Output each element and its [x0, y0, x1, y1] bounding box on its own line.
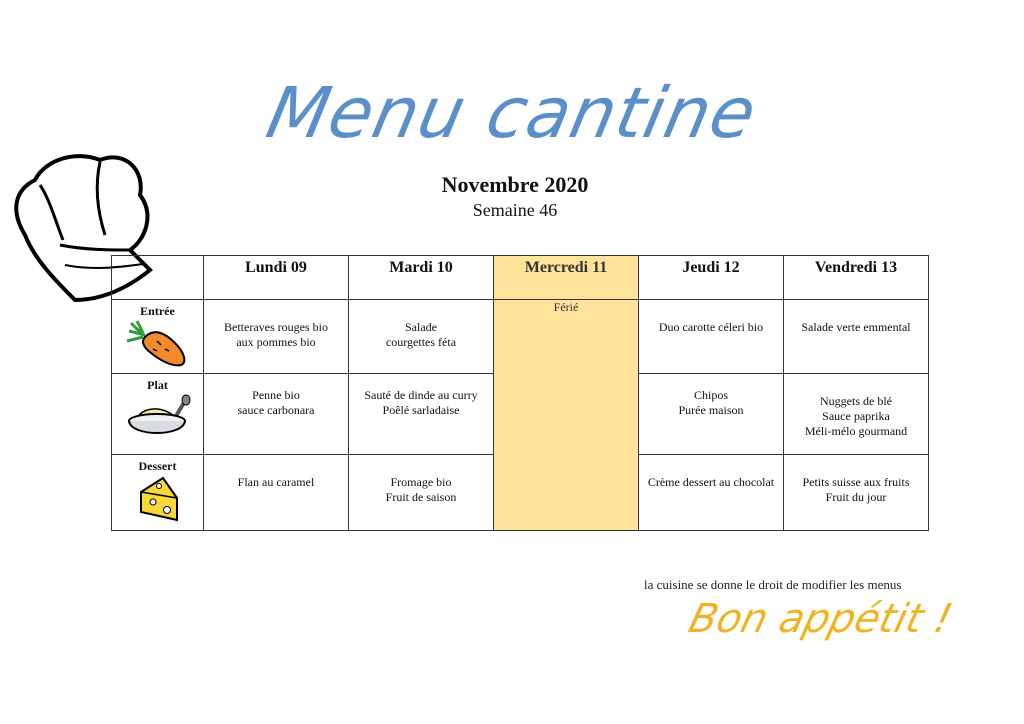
menu-cell [784, 455, 929, 531]
row-label: Plat [147, 378, 168, 392]
row-label-plat [112, 374, 204, 455]
dish: Crème dessert au chocolat [647, 475, 775, 489]
dish: Betteraves rouges bio aux pommes bio [224, 320, 328, 349]
menu-cell [204, 455, 349, 531]
menu-cell [204, 374, 349, 455]
disclaimer-note: la cuisine se donne le droit de modifier les menus [644, 577, 902, 592]
menu-cell [349, 374, 494, 455]
dish: Fromage bio Fruit de saison [385, 475, 457, 504]
row-label-dessert [112, 455, 204, 531]
dish: Nuggets de blé Sauce paprika Méli-mélo gourmand [804, 394, 908, 438]
menu-cell [639, 300, 784, 374]
holiday-label: Férié [553, 300, 579, 314]
row-label-entree [112, 300, 204, 374]
signoff-text: Bon appétit ! [684, 596, 957, 642]
header-row [112, 256, 929, 300]
menu-week: Semaine 46 [472, 200, 558, 220]
dish: Petits suisse aux fruits Fruit du jour [802, 475, 910, 504]
table-row [112, 300, 929, 374]
menu-cell [349, 455, 494, 531]
menu-month: Novembre 2020 [441, 172, 589, 197]
day-header: Mercredi 11 [494, 256, 639, 300]
page-title: Menu cantine [260, 72, 764, 154]
corner-cell [112, 256, 204, 300]
dish: Sauté de dinde au curry Poêlé sarladaise [364, 388, 478, 417]
mashed-potato-bowl-icon [123, 393, 193, 445]
dish: Salade verte emmental [801, 320, 911, 334]
menu-cell [639, 374, 784, 455]
dish: Salade courgettes féta [385, 320, 457, 349]
menu-table [111, 255, 929, 531]
day-header: Lundi 09 [204, 256, 349, 300]
menu-cell [349, 300, 494, 374]
day-header: Vendredi 13 [784, 256, 929, 300]
menu-cell [784, 300, 929, 374]
dish: Duo carotte céleri bio [658, 320, 764, 334]
carrot-icon [123, 319, 193, 369]
menu-cell [639, 455, 784, 531]
row-label: Entrée [140, 304, 175, 318]
menu-cell [784, 374, 929, 455]
holiday-cell [494, 300, 639, 531]
cheese-icon [133, 474, 183, 526]
row-label: Dessert [138, 459, 177, 473]
menu-cell [204, 300, 349, 374]
dish: Chipos Purée maison [678, 388, 744, 417]
dish: Flan au caramel [237, 475, 315, 489]
day-header: Mardi 10 [349, 256, 494, 300]
dish: Penne bio sauce carbonara [237, 388, 315, 417]
day-header: Jeudi 12 [639, 256, 784, 300]
